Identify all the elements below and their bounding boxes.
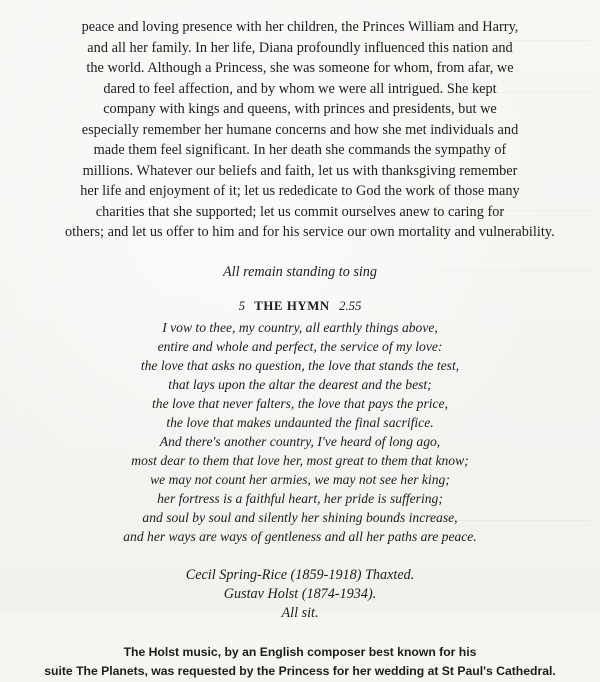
- prayer-line: others; and let us offer to him and for his service our own mortality and vulnerability.: [65, 224, 555, 240]
- verse-line: and her ways are ways of gentleness and all her paths are peace.: [123, 528, 477, 544]
- hymn-heading: [0, 298, 600, 314]
- verse-line: we may not count her armies, we may not see her king;: [150, 471, 450, 487]
- hymn-duration: 2.55: [338, 298, 362, 313]
- words-credit: Cecil Spring-Rice (1859-1918) Thaxted.: [185, 566, 415, 583]
- music-credit: Gustav Holst (1874-1934).: [223, 585, 377, 602]
- hymn-credits: [0, 566, 600, 623]
- rubric-standing: All remain standing to sing: [223, 263, 377, 280]
- verse-line: most dear to them that love her, most great to them that know;: [131, 452, 469, 468]
- prayer-line: made them feel significant. In her death she commands the sympathy of: [93, 142, 507, 158]
- verse-line: I vow to thee, my country, all earthly things above,: [162, 319, 438, 335]
- hymn-number: 5: [238, 298, 246, 313]
- verse-line: the love that asks no question, the love that stands the test,: [140, 357, 460, 373]
- note-line: The Holst music, by an English composer best known for his: [123, 644, 477, 659]
- hymn-verses: [0, 318, 600, 546]
- hymn-stanza-2: [0, 432, 600, 546]
- prayer-line: and all her family. In her life, Diana profoundly influenced this nation and: [87, 39, 513, 56]
- prayer-line: the world. Although a Princess, she was someone for whom, from afar, we: [86, 60, 514, 76]
- prayer-line: her life and enjoyment of it; let us rededicate to God the work of those many: [80, 183, 520, 199]
- prayer-line: dared to feel affection, and by whom we were all intrigued. She kept: [103, 80, 497, 97]
- verse-line: and soul by soul and silently her shining bounds increase,: [142, 509, 458, 525]
- verse-line: the love that makes undaunted the final sacrifice.: [166, 414, 434, 430]
- verse-line: entire and whole and perfect, the service of my love:: [157, 338, 443, 354]
- prayer-line: company with kings and queens, with princes and presidents, but we: [103, 101, 497, 117]
- verse-line: And there's another country, I've heard of long ago,: [159, 433, 441, 449]
- prayer-line: especially remember her humane concerns and how she met individuals and: [81, 121, 519, 138]
- rubric-sit: All sit.: [281, 604, 319, 621]
- prayer-line: peace and loving presence with her children, the Princes William and Harry,: [81, 19, 519, 35]
- music-note: [0, 643, 600, 682]
- hymn-stanza-1: [0, 318, 600, 432]
- prayer-line: charities that she supported; let us commit ourselves anew to caring for: [95, 203, 505, 220]
- verse-line: that lays upon the altar the dearest and the best;: [168, 376, 432, 392]
- verse-line: her fortress is a faithful heart, her pride is suffering;: [157, 490, 443, 506]
- prayer-line: millions. Whatever our beliefs and faith, let us with thanksgiving remember: [82, 162, 518, 179]
- page-content: [0, 17, 600, 682]
- verse-line: the love that never falters, the love that pays the price,: [152, 395, 448, 411]
- prayer-paragraph: [65, 17, 555, 243]
- hymn-title: THE HYMN: [254, 298, 330, 313]
- note-line: suite The Planets, was requested by the Princess for her wedding at St Paul's Cathedral.: [44, 664, 556, 678]
